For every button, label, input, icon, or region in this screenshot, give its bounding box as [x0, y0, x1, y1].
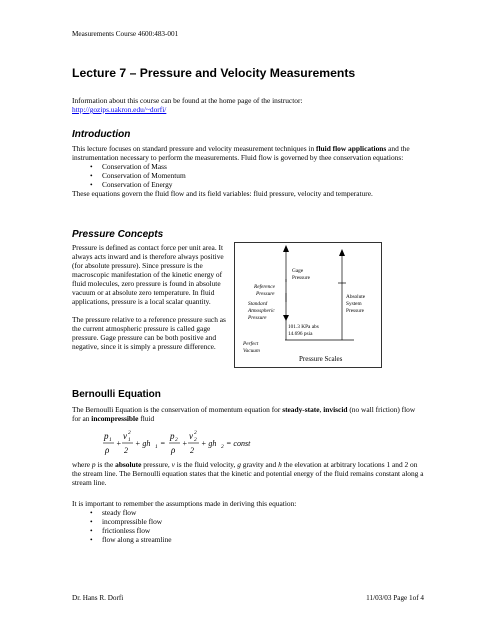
eq-const: = const [226, 439, 251, 448]
expl-text: where [72, 460, 92, 469]
bernoulli-text-end: fluid [138, 414, 155, 424]
bernoulli-text: The Bernoulli Equation is the conservation of momentum equation for [72, 405, 283, 414]
reference-label-1: Reference [254, 284, 275, 290]
assumptions-intro: It is important to remember the assumptions made in deriving this equation: [72, 499, 297, 508]
expl-var-h: h [278, 460, 282, 469]
standard-label-1: Standard [248, 301, 268, 307]
eq-two-2: 2 [190, 446, 194, 455]
gage-label-1: Gage [292, 268, 304, 274]
running-header: Measurements Course 4600:483-001 [72, 30, 179, 38]
intro-conclusion: These equations govern the fluid flow and its field variables: fluid pressure, velocity and temperature. [72, 189, 373, 199]
gage-arrow-head [283, 245, 289, 252]
expl-var-g: g [237, 460, 241, 469]
instructor-link[interactable]: http://gozips.uakron.edu/~dorfi/ [72, 105, 167, 115]
conservation-list [72, 162, 424, 189]
pressure-paragraph-1: Pressure is defined as contact force per unit area. It always acts inward and is therefore always positive (for absolute pressure). Since pressure is the macroscopic manifestation of the kinetic energy of fluid molecules, zero pressure is found in absolute vacuum or at absolute zero temperature. In fluid applications, pressure is a local scalar quantity. [72, 243, 224, 307]
list-item: • steady flow [72, 508, 424, 517]
footer-page-info: 11/03/03 Page 1of 4 [366, 594, 424, 602]
expl-var-v: v [171, 460, 175, 469]
vacuum-label-2: Vacuum [243, 348, 260, 354]
expl-text: the elevation at arbitrary locations 1 and 2 on the stream line. The Bernoulli equation states that the kinetic and potential energy of the fluid remains constant along a stream line. [72, 460, 424, 488]
eq-v2: v [189, 431, 193, 441]
eq-vsub-2: 2 [194, 437, 197, 443]
section-heading-bernoulli: Bernoulli Equation [72, 389, 161, 400]
course-info [72, 96, 424, 114]
diagram-caption: Pressure Scales [299, 355, 343, 363]
gage-label-2: Pressure [292, 275, 310, 281]
page-title: Lecture 7 – Pressure and Velocity Measurements [72, 66, 356, 80]
section-heading-introduction: Introduction [72, 129, 131, 140]
list-item: • Conservation of Momentum [72, 171, 424, 180]
assumptions-list [72, 508, 424, 544]
expl-bold-absolute: absolute [115, 460, 142, 469]
intro-bold-term: fluid flow applications [316, 144, 387, 153]
course-info-text: Information about this course can be found at the home page of the instructor: [72, 96, 303, 105]
expl-text: is the fluid velocity, [174, 460, 238, 469]
eq-rho-1: ρ [105, 445, 110, 455]
bernoulli-intro [72, 405, 424, 423]
psia-label: 14.696 psia [288, 331, 313, 337]
standard-label-3: Pressure [248, 315, 267, 321]
list-item: • Conservation of Energy [72, 180, 424, 189]
absolute-label-2: System [346, 301, 362, 307]
eq-vsub-1: 1 [128, 437, 131, 443]
pressure-concepts-body [72, 243, 230, 351]
bold-term-steady-state: steady-state [282, 405, 320, 414]
assumptions-block [72, 499, 424, 544]
absolute-label-3: Pressure [346, 308, 364, 314]
kpa-label: 101.3 KPa abs [288, 324, 319, 330]
bold-term-incompressible: incompressible [91, 414, 139, 424]
eq-gh1: + gh [135, 439, 151, 448]
pressure-scales-diagram [234, 242, 382, 368]
eq-sub-2: 2 [175, 437, 178, 443]
expl-text: pressure, [141, 460, 172, 469]
section-heading-pressure-concepts: Pressure Concepts [72, 229, 164, 240]
reference-label-2: Pressure [256, 291, 275, 297]
expl-text: is the [95, 460, 116, 469]
pressure-scales-svg [234, 242, 382, 368]
list-item: • Conservation of Mass [72, 162, 424, 171]
bernoulli-explanation [72, 460, 424, 487]
eq-hsub-1: 1 [155, 444, 158, 450]
equation-svg [102, 428, 272, 458]
intro-text: This lecture focuses on standard pressure and velocity measurement techniques in [72, 144, 317, 153]
list-item: • incompressible flow [72, 517, 424, 526]
footer-author: Dr. Hans R. Dorfi [72, 594, 124, 602]
eq-plus-1: + [116, 439, 122, 448]
bold-term-inviscid: inviscid [323, 405, 348, 414]
eq-p1: p [104, 431, 109, 441]
expl-var-p: p [91, 460, 96, 469]
comma: , [319, 405, 324, 414]
eq-plus-2: + [182, 439, 188, 448]
eq-v1: v [123, 431, 127, 441]
absolute-label-1: Absolute [346, 294, 366, 300]
expl-text: gravity and [240, 460, 279, 469]
eq-hsub-2: 2 [221, 444, 224, 450]
eq-p2: p [170, 431, 175, 441]
list-item: • frictionless flow [72, 526, 424, 535]
pressure-paragraph-2: The pressure relative to a reference pressure such as the current atmospheric pressure is called gage pressure. Gage pressure can be both positive and negative, since it is simply a pressure difference. [72, 315, 226, 352]
atm-arrow-head [283, 315, 289, 321]
introduction-body [72, 144, 424, 198]
eq-sub-1: 1 [109, 437, 112, 443]
bernoulli-equation [102, 428, 272, 460]
eq-gh2: + gh [201, 439, 217, 448]
absolute-arrow-head [339, 249, 345, 256]
vacuum-label-1: Perfect [243, 341, 259, 347]
eq-sq-2: 2 [194, 430, 197, 436]
eq-sq-1: 2 [128, 430, 131, 436]
eq-two-1: 2 [124, 446, 128, 455]
list-item: • flow along a streamline [72, 535, 424, 544]
eq-rho-2: ρ [171, 445, 176, 455]
standard-label-2: Atmospheric [248, 308, 275, 314]
bernoulli-text-cont: (no wall friction) flow for an [72, 405, 416, 424]
eq-equals: = [160, 439, 166, 448]
intro-text-cont: and the instrumentation necessary to perform the measurements. Fluid flow is governed by thee conservation equations: [72, 144, 410, 163]
